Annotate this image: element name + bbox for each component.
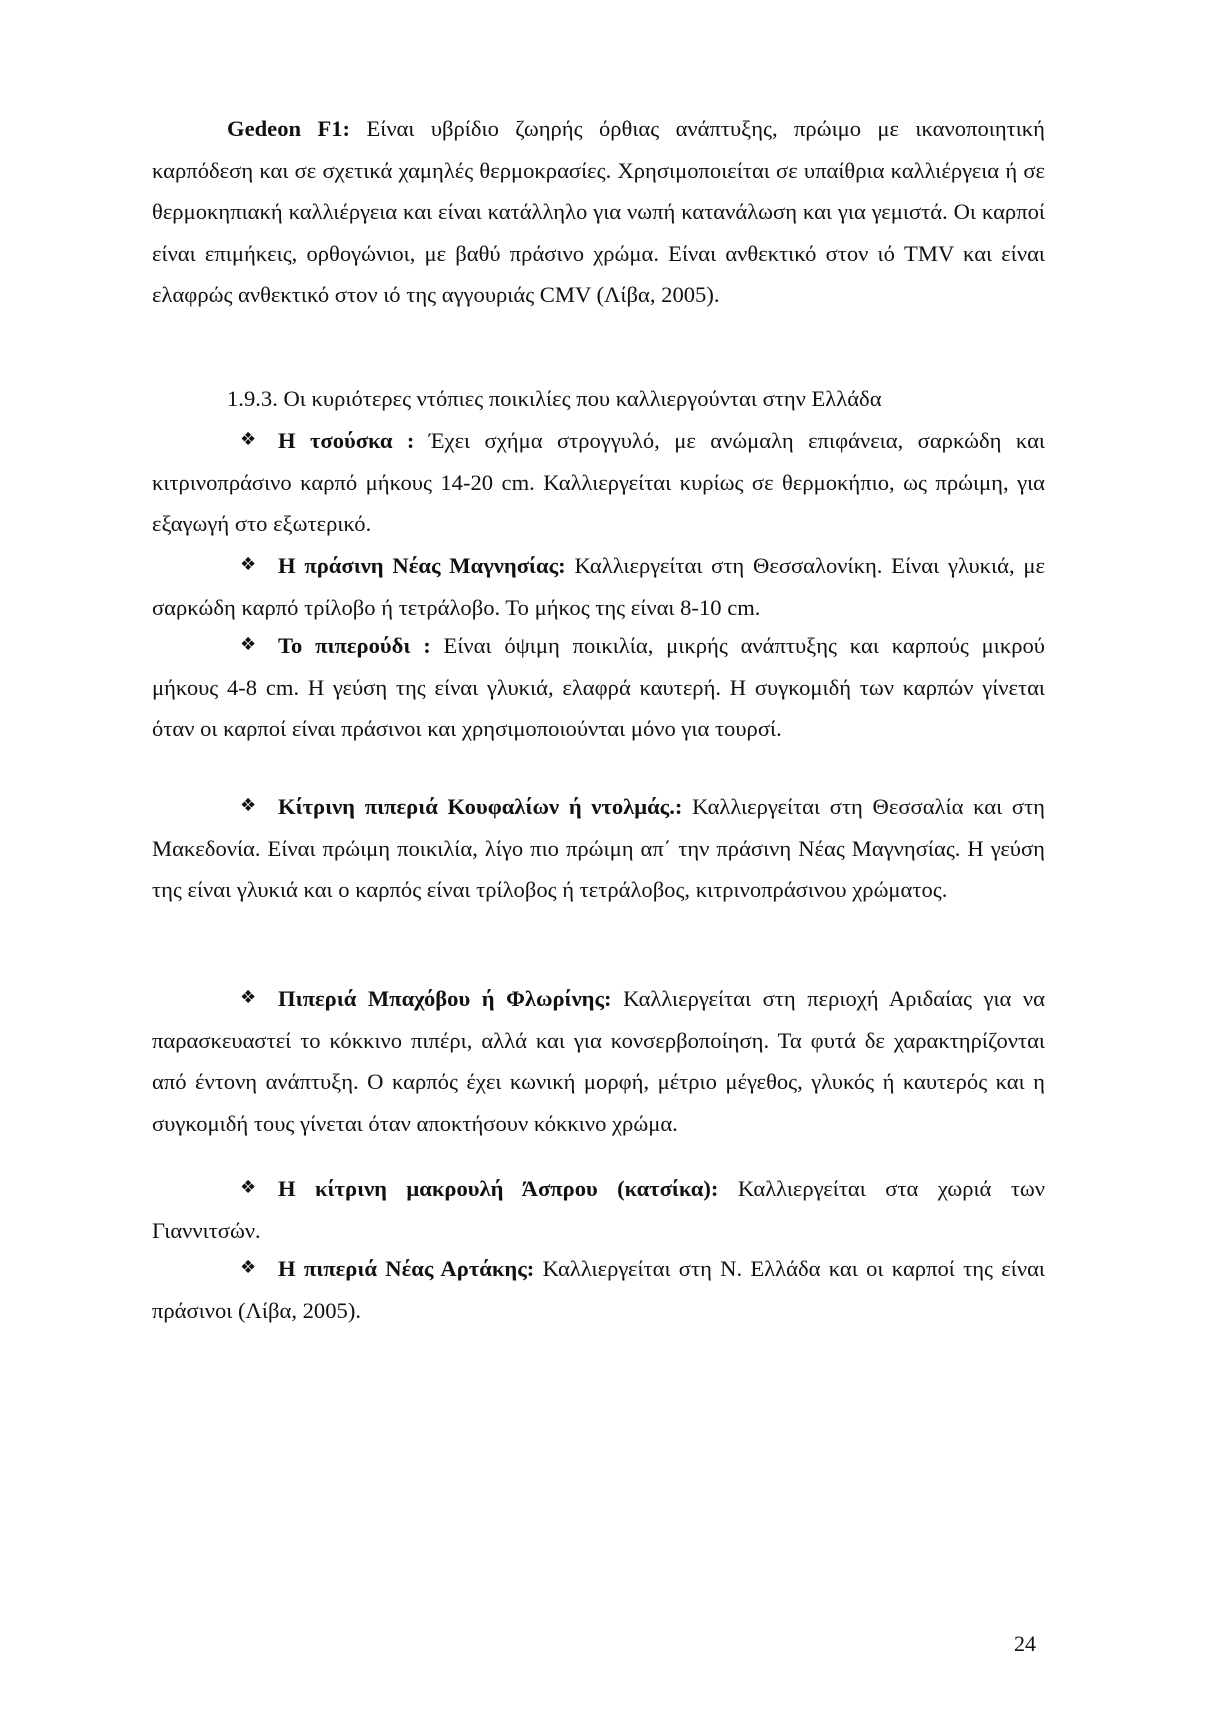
diamond-bullet-icon: ❖: [240, 554, 257, 575]
intro-paragraph: [152, 108, 1045, 316]
variety-description: Καλλιεργείται στη περιοχή Αριδαίας για να παρασκευαστεί το κόκκινο πιπέρι, αλλά και για κονσερβοποίηση. Τα φυτά δε χαρακτηρίζονται από έντονη ανάπτυξη. Ο καρπός έχει κωνική μορφή, μέτριο μέγεθος, γλυκός ή καυτερός και η συγκομιδή τους γίνεται όταν αποκτήσουν κόκκινο χρώμα.: [152, 986, 1045, 1136]
diamond-bullet-icon: ❖: [240, 429, 257, 450]
variety-block: [152, 1168, 1045, 1251]
variety-name: Κίτρινη πιπεριά Κουφαλίων ή ντολμάς.:: [278, 794, 683, 819]
variety-description: Καλλιεργείται στη Ν. Ελλάδα και οι καρποί της είναι πράσινοι (Λίβα, 2005).: [152, 1256, 1045, 1323]
variety-description: Είναι όψιμη ποικιλία, μικρής ανάπτυξης και καρπούς μικρού μήκους 4-8 cm. Η γεύση της είναι γλυκιά, ελαφρά καυτερή. Η συγκομιδή των καρπών γίνεται όταν οι καρποί είναι πράσινοι και χρησιμοποιούνται μόνο για τουρσί.: [152, 633, 1045, 742]
section-block: [152, 378, 1045, 420]
variety-block: [152, 786, 1045, 911]
variety-block: [152, 1248, 1045, 1331]
list-item: [152, 1168, 1045, 1251]
variety-name: Η πιπεριά Νέας Αρτάκης:: [278, 1256, 535, 1281]
variety-name: Η κίτρινη μακρουλή Άσπρου (κατσίκα):: [278, 1176, 719, 1201]
diamond-bullet-icon: ❖: [240, 987, 257, 1008]
list-item: [152, 625, 1045, 750]
variety-description: Είναι υβρίδιο ζωηρής όρθιας ανάπτυξης, πρώιμο με ικανοποιητική καρπόδεση και σε σχετικά χαμηλές θερμοκρασίες. Χρησιμοποιείται σε υπαίθρια καλλιέργεια ή σε θερμοκηπιακή καλλιέργεια και είναι κατάλληλο για νωπή κατανάλωση και για γεμιστά. Οι καρποί είναι επιμήκεις, ορθογώνιοι, με βαθύ πράσινο χρώμα. Είναι ανθεκτικό στον ιό TMV και είναι ελαφρώς ανθεκτικό στον ιό της αγγουριάς CMV (Λίβα, 2005).: [152, 116, 1045, 308]
varieties-list: [152, 420, 1045, 545]
variety-name: Gedeon F1:: [227, 116, 351, 141]
list-item: [152, 420, 1045, 545]
variety-description: Έχει σχήμα στρογγυλό, με ανώμαλη επιφάνεια, σαρκώδη και κιτρινοπράσινο καρπό μήκους 14-20 cm. Καλλιεργείται κυρίως σε θερμοκήπιο, ως πρώιμη, για εξαγωγή στο εξωτερικό.: [152, 428, 1045, 537]
variety-name: Το πιπερούδι :: [278, 633, 431, 658]
variety-description: Καλλιεργείται στη Θεσσαλονίκη. Είναι γλυκιά, με σαρκώδη καρπό τρίλοβο ή τετράλοβο. Το μήκος της είναι 8-10 cm.: [152, 553, 1045, 620]
diamond-bullet-icon: ❖: [240, 634, 257, 655]
list-item: [152, 545, 1045, 628]
diamond-bullet-icon: ❖: [240, 1177, 257, 1198]
variety-name: Πιπεριά Μπαχόβου ή Φλωρίνης:: [278, 986, 612, 1011]
diamond-bullet-icon: ❖: [240, 1257, 257, 1278]
variety-name: Η τσούσκα :: [278, 428, 415, 453]
variety-block: [152, 625, 1045, 750]
variety-description: Καλλιεργείται στα χωριά των Γιαννιτσών.: [152, 1176, 1046, 1243]
list-item: [152, 1248, 1045, 1331]
variety-name: Η πράσινη Νέας Μαγνησίας:: [278, 553, 566, 578]
variety-block: [152, 545, 1045, 628]
diamond-bullet-icon: ❖: [240, 795, 257, 816]
variety-description: Καλλιεργείται στη Θεσσαλία και στη Μακεδονία. Είναι πρώιμη ποικιλία, λίγο πιο πρώιμη απ΄ την πράσινη Νέας Μαγνησίας. Η γεύση της είναι γλυκιά και ο καρπός είναι τρίλοβος ή τετράλοβος, κιτρινοπράσινου χρώματος.: [152, 794, 1045, 903]
variety-block: [152, 978, 1045, 1144]
section-heading: 1.9.3. Οι κυριότερες ντόπιες ποικιλίες που καλλιεργούνται στην Ελλάδα: [227, 386, 882, 411]
page-number: 24: [1014, 1631, 1036, 1656]
list-item: [152, 786, 1045, 911]
list-item: [152, 978, 1045, 1144]
